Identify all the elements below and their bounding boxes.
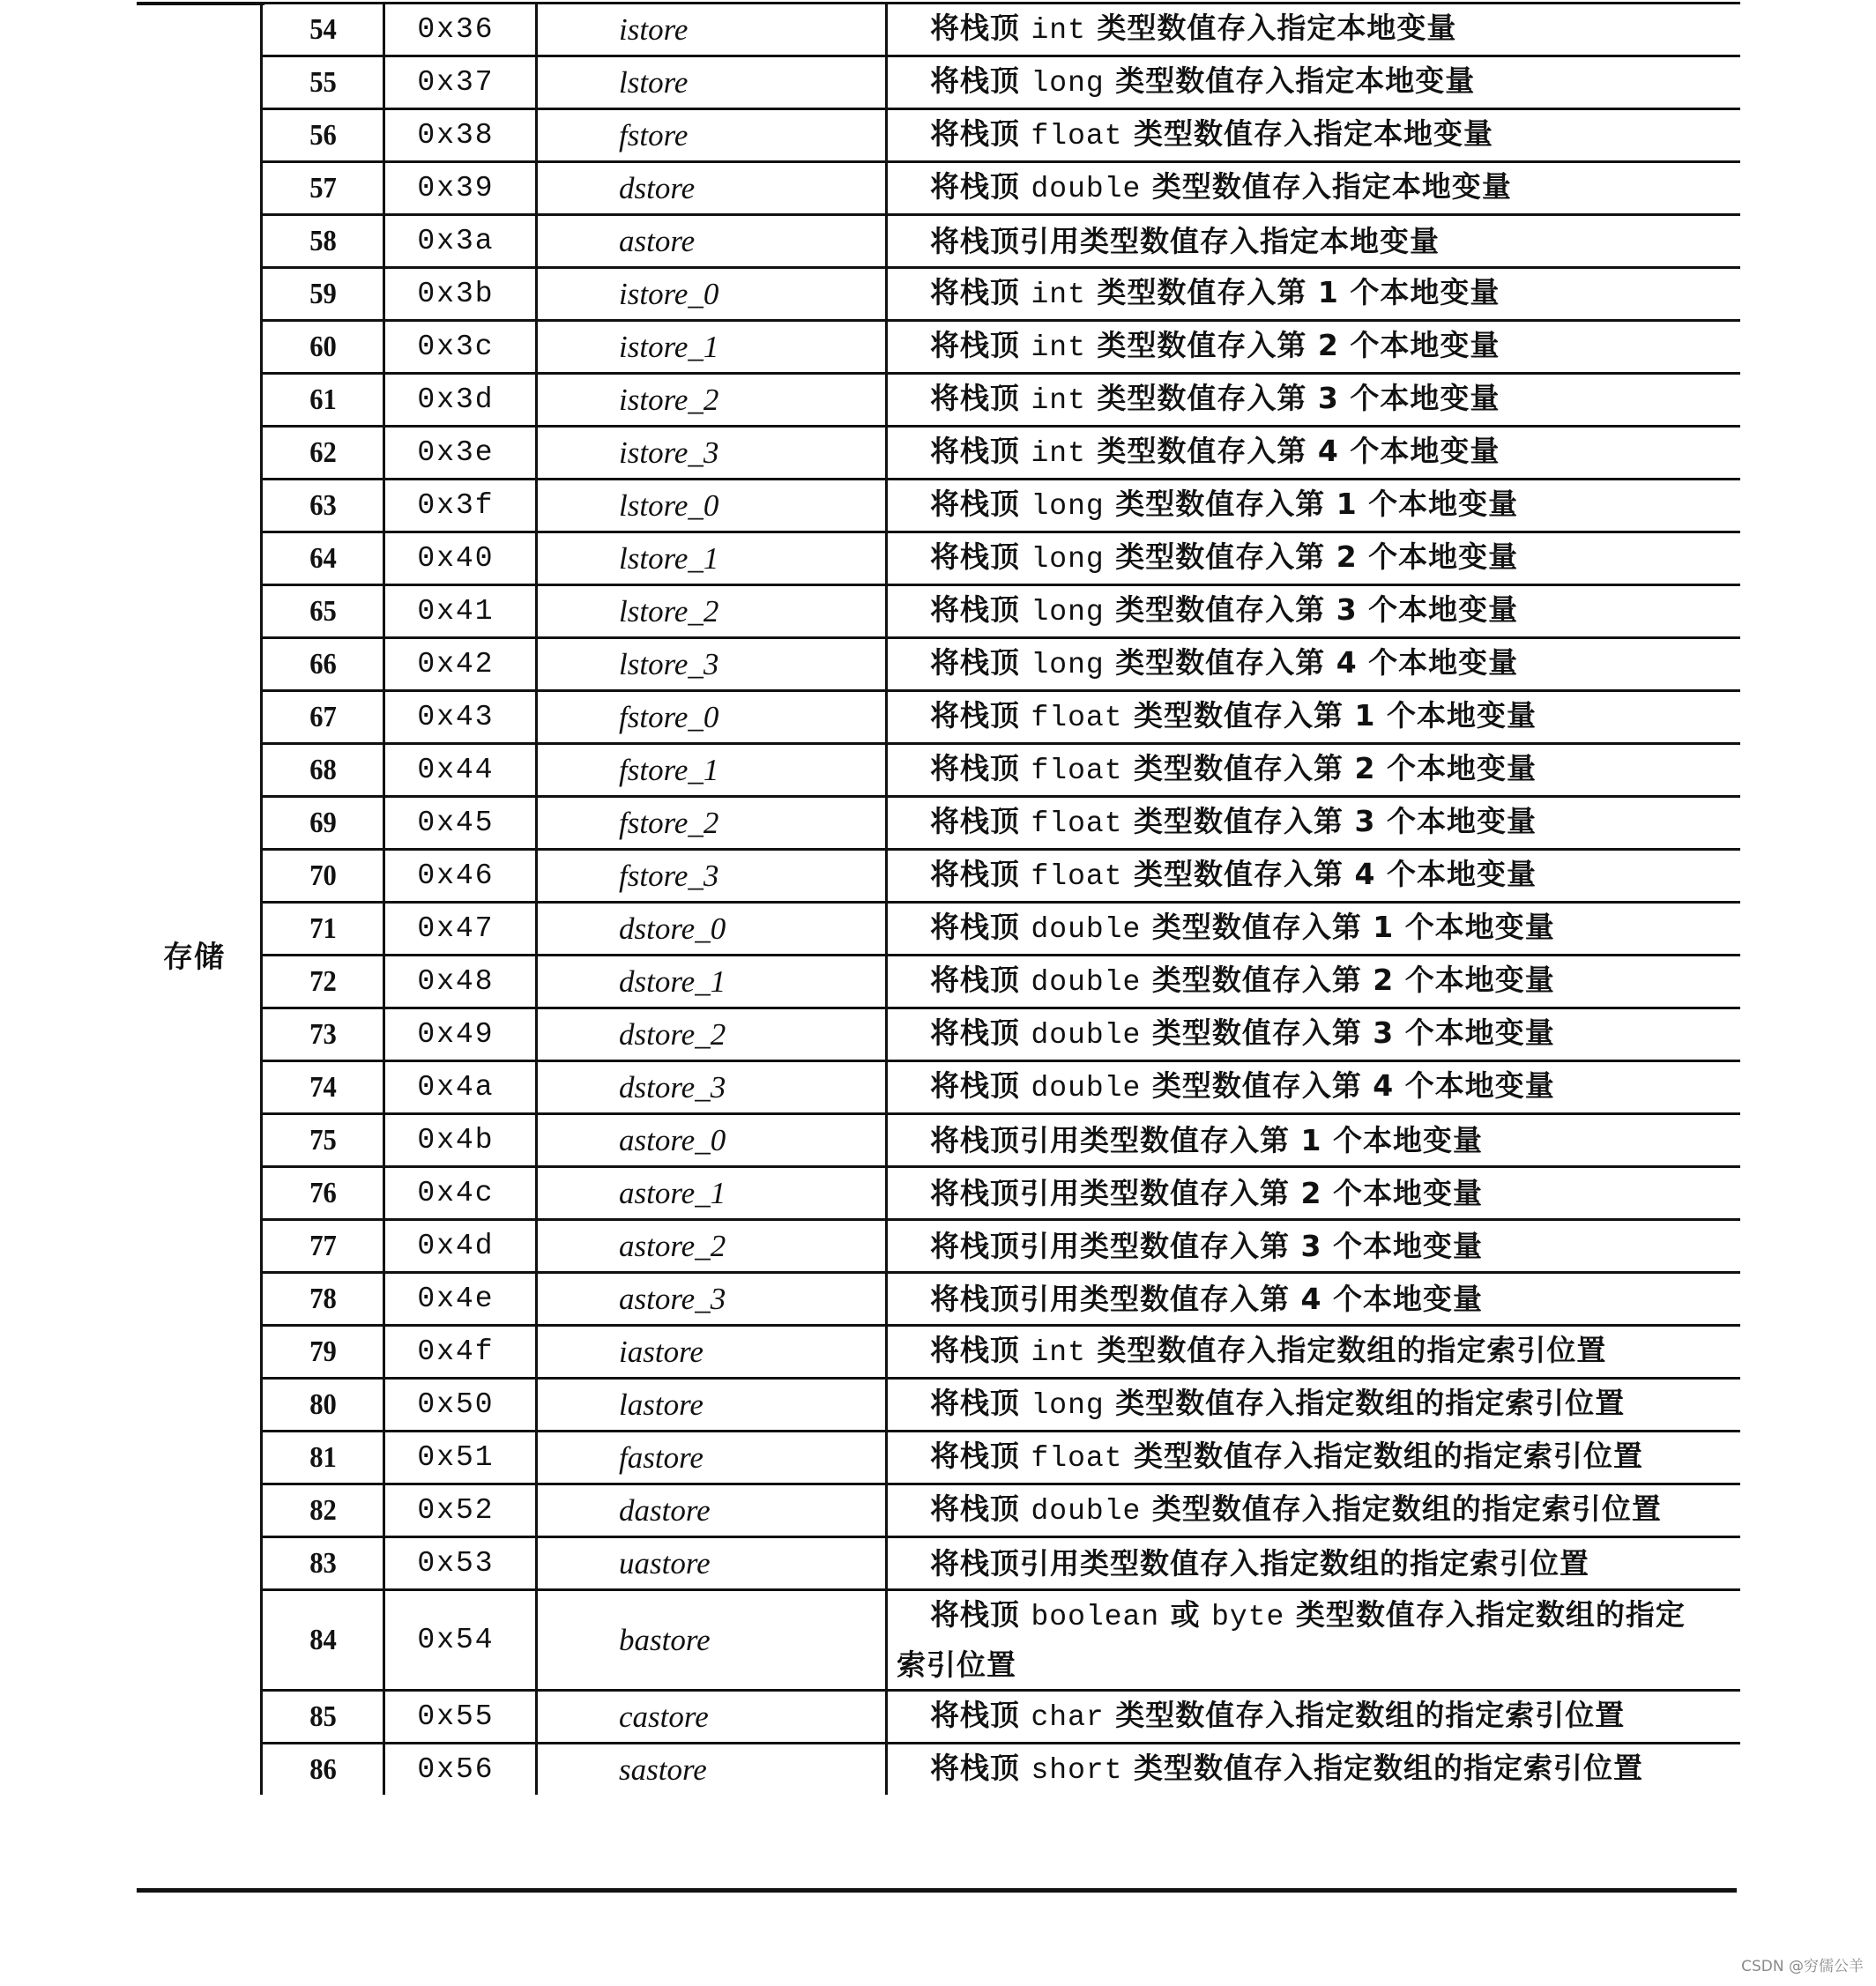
- description-text: 将栈顶: [930, 169, 1031, 204]
- description-text: 将栈顶: [930, 487, 1031, 521]
- description-text: 类型数值存入指定本地变量: [1085, 11, 1457, 45]
- opcode-mnemonic: lstore: [537, 56, 887, 109]
- table-row: [262, 1537, 1740, 1590]
- description-text: 将栈顶: [930, 328, 1031, 362]
- description-line-1: [897, 1591, 1740, 1641]
- description-text: 将栈顶: [930, 804, 1031, 838]
- opcode-description: [887, 691, 1740, 744]
- description-text: 将栈顶: [930, 63, 1031, 98]
- opcode-description: [887, 956, 1740, 1008]
- table-row: [262, 956, 1740, 1008]
- type-keyword: double: [1031, 1072, 1142, 1105]
- opcode-description: [887, 532, 1740, 585]
- table-row: [262, 109, 1740, 162]
- type-keyword: float: [1031, 755, 1123, 787]
- type-keyword: int: [1031, 279, 1086, 311]
- description-text: 将栈顶: [930, 11, 1031, 45]
- opcode-mnemonic: lstore_3: [537, 638, 887, 691]
- opcode-hex: 0x40: [384, 532, 537, 585]
- table-row: [262, 374, 1740, 427]
- description-text: 将栈顶: [930, 1386, 1031, 1420]
- opcode-hex: 0x44: [384, 744, 537, 797]
- opcode-hex: 0x41: [384, 585, 537, 638]
- type-keyword: double: [1031, 966, 1142, 999]
- opcode-mnemonic: fstore_0: [537, 691, 887, 744]
- opcode-mnemonic: bastore: [537, 1590, 887, 1691]
- type-keyword: int: [1031, 331, 1086, 364]
- type-keyword: int: [1031, 384, 1086, 417]
- table-row: [262, 850, 1740, 903]
- opcode-hex: 0x53: [384, 1537, 537, 1590]
- opcode-mnemonic: lstore_2: [537, 585, 887, 638]
- opcode-decimal: 68: [267, 744, 377, 797]
- table-row: [262, 1008, 1740, 1061]
- opcode-description: [887, 1379, 1740, 1432]
- description-text: 将栈顶: [930, 1491, 1031, 1526]
- opcode-hex: 0x4b: [384, 1114, 537, 1167]
- opcode-mnemonic: fstore_1: [537, 744, 887, 797]
- group-label-store: 存储: [163, 940, 225, 975]
- type-keyword: long: [1031, 596, 1105, 629]
- opcode-description: [887, 1691, 1740, 1744]
- opcode-mnemonic: lstore_0: [537, 480, 887, 532]
- opcode-mnemonic: uastore: [537, 1537, 887, 1590]
- opcode-hex: 0x37: [384, 56, 537, 109]
- opcode-description: [887, 850, 1740, 903]
- opcode-hex: 0x45: [384, 797, 537, 850]
- opcode-mnemonic: lstore_1: [537, 532, 887, 585]
- opcode-hex: 0x3a: [384, 215, 537, 268]
- opcode-description: [887, 4, 1740, 56]
- description-text: 将栈顶引用类型数值存入第 2 个本地变量: [930, 1175, 1483, 1210]
- description-text: 将栈顶: [930, 1015, 1031, 1050]
- opcode-decimal: 73: [267, 1008, 377, 1061]
- type-keyword: short: [1031, 1754, 1123, 1787]
- opcode-hex: 0x50: [384, 1379, 537, 1432]
- table-row: [262, 1379, 1740, 1432]
- opcode-description: [887, 744, 1740, 797]
- description-text: 将栈顶: [930, 592, 1031, 627]
- opcode-mnemonic: istore_3: [537, 427, 887, 480]
- opcode-decimal: 62: [267, 427, 377, 480]
- opcode-decimal: 54: [267, 4, 377, 56]
- description-text: 类型数值存入第 2 个本地变量: [1104, 539, 1519, 574]
- description-text: 将栈顶引用类型数值存入指定数组的指定索引位置: [930, 1545, 1589, 1581]
- description-text: 类型数值存入第 2 个本地变量: [1141, 963, 1555, 997]
- opcode-hex: 0x3c: [384, 321, 537, 374]
- opcode-mnemonic: dstore_1: [537, 956, 887, 1008]
- description-text: 类型数值存入指定本地变量: [1122, 116, 1494, 151]
- opcode-mnemonic: astore_2: [537, 1220, 887, 1273]
- description-text: 将栈顶: [930, 381, 1031, 415]
- table-row: [262, 1273, 1740, 1326]
- opcode-mnemonic: astore_3: [537, 1273, 887, 1326]
- opcode-decimal: 78: [267, 1273, 377, 1326]
- table-row: [262, 427, 1740, 480]
- opcode-hex: 0x47: [384, 903, 537, 956]
- opcode-hex: 0x4a: [384, 1061, 537, 1114]
- opcode-description: [887, 1590, 1740, 1691]
- opcode-hex: 0x49: [384, 1008, 537, 1061]
- opcode-hex: 0x55: [384, 1691, 537, 1744]
- opcode-decimal: 64: [267, 532, 377, 585]
- type-keyword: long: [1031, 490, 1105, 523]
- table-row: [262, 1590, 1740, 1691]
- description-text: 将栈顶: [930, 434, 1031, 468]
- table-row: [262, 1167, 1740, 1220]
- opcode-description: [887, 268, 1740, 321]
- opcode-description: [887, 1432, 1740, 1484]
- opcode-hex: 0x56: [384, 1744, 537, 1796]
- description-text: 将栈顶: [930, 539, 1031, 574]
- type-keyword: float: [1031, 807, 1123, 840]
- opcode-description: [887, 585, 1740, 638]
- type-keyword: long: [1031, 1389, 1105, 1422]
- opcode-mnemonic: fastore: [537, 1432, 887, 1484]
- description-text: 将栈顶: [930, 857, 1031, 891]
- opcode-decimal: 58: [267, 215, 377, 268]
- opcode-description: [887, 1273, 1740, 1326]
- table-row: [262, 532, 1740, 585]
- opcode-decimal: 60: [267, 321, 377, 374]
- opcode-decimal: 59: [267, 268, 377, 321]
- table-bottom-rule: [137, 1888, 1737, 1893]
- opcode-description: [887, 162, 1740, 215]
- opcode-hex: 0x3d: [384, 374, 537, 427]
- opcode-decimal: 79: [267, 1326, 377, 1379]
- opcode-description: [887, 109, 1740, 162]
- opcode-mnemonic: dstore: [537, 162, 887, 215]
- opcode-decimal: 80: [267, 1379, 377, 1432]
- opcode-hex: 0x54: [384, 1590, 537, 1691]
- description-text: 类型数值存入第 3 个本地变量: [1122, 804, 1537, 838]
- opcode-decimal: 63: [267, 480, 377, 532]
- description-line-2: 索引位置: [897, 1648, 1016, 1682]
- description-text: 将栈顶: [930, 1751, 1031, 1785]
- opcode-mnemonic: astore_1: [537, 1167, 887, 1220]
- table-row: [262, 1061, 1740, 1114]
- description-text: 类型数值存入第 4 个本地变量: [1141, 1068, 1555, 1103]
- description-text: 类型数值存入第 1 个本地变量: [1104, 487, 1519, 521]
- description-text: 将栈顶: [930, 1597, 1031, 1632]
- opcode-description: [887, 1114, 1740, 1167]
- type-keyword: double: [1031, 1019, 1142, 1052]
- table-row: [262, 797, 1740, 850]
- description-text: 将栈顶: [930, 910, 1031, 944]
- opcode-mnemonic: lastore: [537, 1379, 887, 1432]
- description-text: 将栈顶引用类型数值存入指定本地变量: [930, 223, 1440, 258]
- opcode-mnemonic: dastore: [537, 1484, 887, 1537]
- table-row: [262, 215, 1740, 268]
- table-row: [262, 903, 1740, 956]
- opcode-mnemonic: fstore_3: [537, 850, 887, 903]
- table-row: [262, 1432, 1740, 1484]
- description-text: 类型数值存入指定数组的指定索引位置: [1122, 1439, 1644, 1473]
- opcode-description: [887, 1326, 1740, 1379]
- description-text: 类型数值存入第 4 个本地变量: [1085, 434, 1500, 468]
- opcode-decimal: 82: [267, 1484, 377, 1537]
- opcode-mnemonic: istore_0: [537, 268, 887, 321]
- opcode-decimal: 65: [267, 585, 377, 638]
- opcode-mnemonic: fstore: [537, 109, 887, 162]
- type-keyword: long: [1031, 649, 1105, 681]
- opcode-description: [887, 797, 1740, 850]
- opcode-hex: 0x4c: [384, 1167, 537, 1220]
- description-text: 类型数值存入指定数组的指定索引位置: [1104, 1386, 1626, 1420]
- opcode-mnemonic: sastore: [537, 1744, 887, 1796]
- opcode-decimal: 81: [267, 1432, 377, 1484]
- opcode-description: [887, 427, 1740, 480]
- opcode-hex: 0x43: [384, 691, 537, 744]
- opcode-hex: 0x4e: [384, 1273, 537, 1326]
- description-text: 类型数值存入第 1 个本地变量: [1141, 910, 1555, 944]
- opcode-description: [887, 1484, 1740, 1537]
- opcode-table-body: [262, 4, 1740, 1796]
- table-row: [262, 4, 1740, 56]
- opcode-mnemonic: castore: [537, 1691, 887, 1744]
- opcode-hex: 0x52: [384, 1484, 537, 1537]
- type-keyword: boolean: [1031, 1601, 1160, 1633]
- description-text: 将栈顶: [930, 275, 1031, 309]
- watermark: CSDN @穷儒公羊: [1741, 1958, 1864, 1975]
- type-keyword: double: [1031, 173, 1142, 205]
- description-text: 类型数值存入第 3 个本地变量: [1141, 1015, 1555, 1050]
- table-row: [262, 56, 1740, 109]
- opcode-description: [887, 1061, 1740, 1114]
- opcode-decimal: 84: [267, 1590, 377, 1691]
- description-text: 类型数值存入指定数组的指定索引位置: [1104, 1698, 1626, 1732]
- opcode-mnemonic: istore_2: [537, 374, 887, 427]
- opcode-mnemonic: dstore_0: [537, 903, 887, 956]
- opcode-hex: 0x38: [384, 109, 537, 162]
- opcode-decimal: 85: [267, 1691, 377, 1744]
- description-text: 类型数值存入第 4 个本地变量: [1122, 857, 1537, 891]
- type-keyword: int: [1031, 1336, 1086, 1369]
- description-text: 类型数值存入第 2 个本地变量: [1122, 751, 1537, 785]
- opcode-hex: 0x3b: [384, 268, 537, 321]
- table-row: [262, 691, 1740, 744]
- description-text: 将栈顶: [930, 963, 1031, 997]
- opcode-description: [887, 903, 1740, 956]
- opcode-decimal: 83: [267, 1537, 377, 1590]
- opcode-decimal: 76: [267, 1167, 377, 1220]
- opcode-description: [887, 374, 1740, 427]
- type-keyword: byte: [1211, 1601, 1285, 1633]
- type-keyword: float: [1031, 860, 1123, 893]
- table-row: [262, 1484, 1740, 1537]
- opcode-description: [887, 215, 1740, 268]
- opcode-description: [887, 638, 1740, 691]
- table-row: [262, 1326, 1740, 1379]
- opcode-mnemonic: istore_1: [537, 321, 887, 374]
- opcode-decimal: 75: [267, 1114, 377, 1167]
- description-text: 将栈顶: [930, 1068, 1031, 1103]
- opcode-decimal: 72: [267, 956, 377, 1008]
- type-keyword: long: [1031, 67, 1105, 100]
- opcode-mnemonic: fstore_2: [537, 797, 887, 850]
- description-text: 将栈顶引用类型数值存入第 3 个本地变量: [930, 1228, 1483, 1263]
- opcode-hex: 0x51: [384, 1432, 537, 1484]
- table-row: [262, 638, 1740, 691]
- opcode-decimal: 70: [267, 850, 377, 903]
- type-keyword: double: [1031, 913, 1142, 946]
- opcode-decimal: 77: [267, 1220, 377, 1273]
- opcode-description: [887, 1008, 1740, 1061]
- opcode-decimal: 57: [267, 162, 377, 215]
- type-keyword: float: [1031, 1442, 1123, 1475]
- table-row: [262, 480, 1740, 532]
- opcode-description: [887, 56, 1740, 109]
- description-text: 类型数值存入第 1 个本地变量: [1122, 698, 1537, 733]
- opcode-decimal: 69: [267, 797, 377, 850]
- table-row: [262, 268, 1740, 321]
- description-text: 类型数值存入指定数组的指定索引位置: [1085, 1333, 1607, 1367]
- opcode-decimal: 71: [267, 903, 377, 956]
- opcode-hex: 0x4d: [384, 1220, 537, 1273]
- description-text: 类型数值存入第 3 个本地变量: [1104, 592, 1519, 627]
- table-row: [262, 585, 1740, 638]
- description-text: 将栈顶: [930, 1333, 1031, 1367]
- description-text: 将栈顶引用类型数值存入第 4 个本地变量: [930, 1281, 1483, 1316]
- opcode-hex: 0x42: [384, 638, 537, 691]
- opcode-description: [887, 1220, 1740, 1273]
- type-keyword: float: [1031, 120, 1123, 152]
- description-text: 类型数值存入指定数组的指定索引位置: [1122, 1751, 1644, 1785]
- opcode-description: [887, 480, 1740, 532]
- opcode-mnemonic: astore: [537, 215, 887, 268]
- opcode-decimal: 56: [267, 109, 377, 162]
- opcode-hex: 0x48: [384, 956, 537, 1008]
- opcode-hex: 0x36: [384, 4, 537, 56]
- description-text: 将栈顶: [930, 1439, 1031, 1473]
- opcode-description: [887, 321, 1740, 374]
- opcode-hex: 0x4f: [384, 1326, 537, 1379]
- table-top-rule: [137, 2, 264, 5]
- opcode-mnemonic: iastore: [537, 1326, 887, 1379]
- opcode-description: [887, 1744, 1740, 1796]
- opcode-hex: 0x3e: [384, 427, 537, 480]
- table-row: [262, 162, 1740, 215]
- description-text: 将栈顶: [930, 116, 1031, 151]
- description-text: 类型数值存入指定数组的指定索引位置: [1141, 1491, 1662, 1526]
- type-keyword: char: [1031, 1701, 1105, 1734]
- table-row: [262, 744, 1740, 797]
- opcode-mnemonic: astore_0: [537, 1114, 887, 1167]
- description-text: 将栈顶: [930, 751, 1031, 785]
- type-keyword: double: [1031, 1495, 1142, 1528]
- description-text: 或: [1159, 1597, 1212, 1632]
- table-row: [262, 1691, 1740, 1744]
- table-row: [262, 1744, 1740, 1796]
- opcode-decimal: 55: [267, 56, 377, 109]
- description-text: 类型数值存入指定本地变量: [1141, 169, 1512, 204]
- opcode-decimal: 74: [267, 1061, 377, 1114]
- type-keyword: long: [1031, 543, 1105, 576]
- type-keyword: int: [1031, 437, 1086, 470]
- table-row: [262, 1220, 1740, 1273]
- opcode-decimal: 61: [267, 374, 377, 427]
- description-text: 将栈顶: [930, 645, 1031, 680]
- opcode-decimal: 66: [267, 638, 377, 691]
- opcode-hex: 0x3f: [384, 480, 537, 532]
- opcode-mnemonic: dstore_3: [537, 1061, 887, 1114]
- opcode-description: [887, 1167, 1740, 1220]
- table-row: [262, 1114, 1740, 1167]
- description-text: 类型数值存入指定本地变量: [1104, 63, 1476, 98]
- opcode-description: [887, 1537, 1740, 1590]
- opcode-mnemonic: istore: [537, 4, 887, 56]
- opcode-hex: 0x39: [384, 162, 537, 215]
- description-text: 将栈顶: [930, 1698, 1031, 1732]
- description-text: 类型数值存入指定数组的指定: [1284, 1597, 1686, 1632]
- opcode-decimal: 67: [267, 691, 377, 744]
- description-text: 将栈顶引用类型数值存入第 1 个本地变量: [930, 1122, 1483, 1157]
- type-keyword: float: [1031, 702, 1123, 734]
- opcode-mnemonic: dstore_2: [537, 1008, 887, 1061]
- description-text: 类型数值存入第 4 个本地变量: [1104, 645, 1519, 680]
- description-text: 将栈顶: [930, 698, 1031, 733]
- type-keyword: int: [1031, 14, 1086, 47]
- opcode-table: [260, 2, 1740, 1795]
- description-text: 类型数值存入第 1 个本地变量: [1085, 275, 1500, 309]
- table-row: [262, 321, 1740, 374]
- opcode-hex: 0x46: [384, 850, 537, 903]
- opcode-decimal: 86: [267, 1744, 377, 1796]
- description-text: 类型数值存入第 3 个本地变量: [1085, 381, 1500, 415]
- description-text: 类型数值存入第 2 个本地变量: [1085, 328, 1500, 362]
